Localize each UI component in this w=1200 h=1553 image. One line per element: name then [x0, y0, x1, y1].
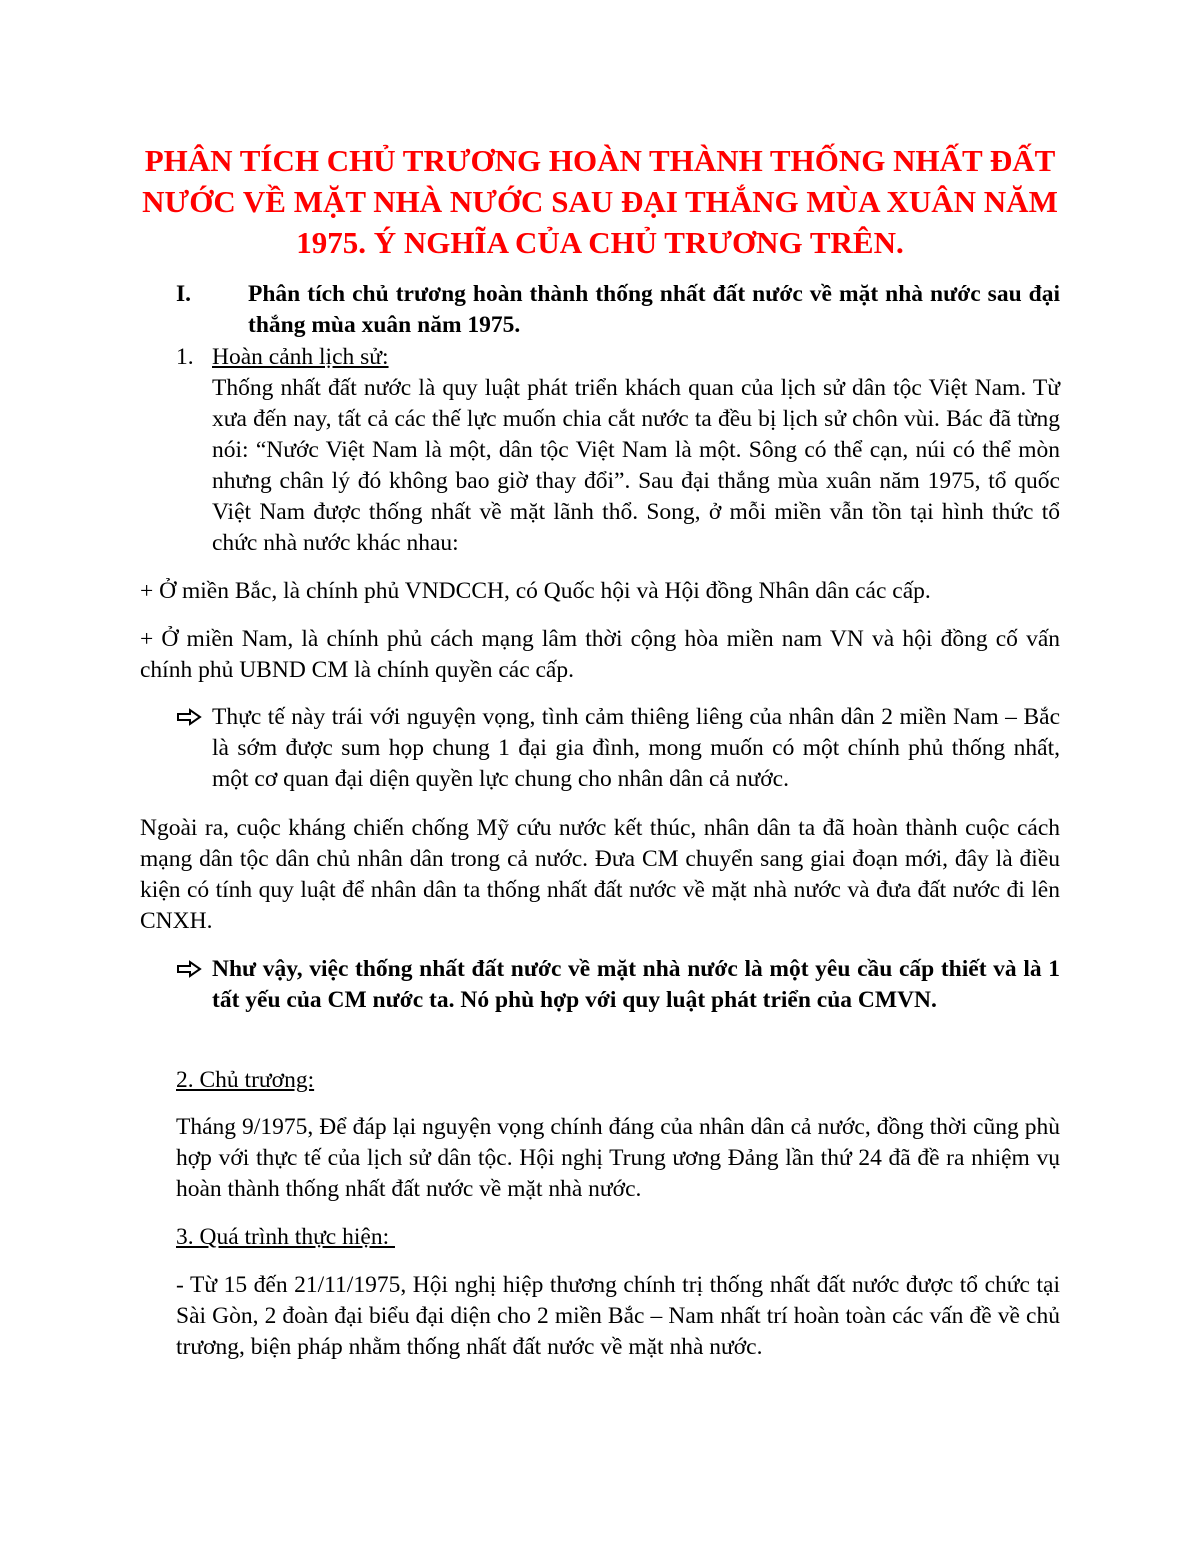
item-heading-process: 3. Quá trình thực hiện:	[176, 1224, 395, 1250]
arrow-right-outline-icon	[176, 708, 202, 726]
item-heading-context: Hoàn cảnh lịch sử:	[212, 344, 389, 370]
arrow-right-outline-icon	[176, 960, 202, 978]
arrow-paragraph-1: Thực tế này trái với nguyện vọng, tình cảm thiêng liêng của nhân dân 2 miền Nam – Bắc là sớm được sum họp chung 1 đại gia đình, mong muốn có một chính phủ thống nhất, một cơ quan đại diện quyền lực chung cho nhân dân cả nước.	[212, 704, 1060, 792]
north-paragraph: + Ở miền Bắc, là chính phủ VNDCCH, có Quốc hội và Hội đồng Nhân dân các cấp.	[140, 578, 931, 604]
arrow-paragraph-2: Như vậy, việc thống nhất đất nước về mặt nhà nước là một yêu cầu cấp thiết và là 1 tất yếu của CM nước ta. Nó phù hợp với quy luật phát triển của CMVN.	[212, 956, 1060, 1013]
item-heading-policy: 2. Chủ trương:	[176, 1067, 315, 1093]
south-paragraph: + Ở miền Nam, là chính phủ cách mạng lâm thời cộng hòa miền nam VN và hội đồng cố vấn chính phủ UBND CM là chính quyền các cấp.	[140, 626, 1060, 683]
section-number: I.	[176, 281, 192, 307]
process-paragraph: - Từ 15 đến 21/11/1975, Hội nghị hiệp thương chính trị thống nhất đất nước được tổ chức tại Sài Gòn, 2 đoàn đại biểu đại diện cho 2 miền Bắc – Nam nhất trí hoàn toàn các vấn đề về chủ trương, biện pháp nhằm thống nhất đất nước về mặt nhà nước.	[176, 1272, 1060, 1360]
document-title: PHÂN TÍCH CHỦ TRƯƠNG HOÀN THÀNH THỐNG NHẤT ĐẤT NƯỚC VỀ MẶT NHÀ NƯỚC SAU ĐẠI THẮNG MÙA XUÂN NĂM 1975. Ý NGHĨA CỦA CHỦ TRƯƠNG TRÊN.	[142, 143, 1058, 260]
item-number: 1.	[176, 344, 194, 370]
section-heading: Phân tích chủ trương hoàn thành thống nhất đất nước về mặt nhà nước sau đại thắng mùa xuân năm 1975.	[248, 281, 1060, 338]
policy-paragraph: Tháng 9/1975, Để đáp lại nguyện vọng chính đáng của nhân dân cả nước, đồng thời cũng phù hợp với thực tế của lịch sử dân tộc. Hội nghị Trung ương Đảng lần thứ 24 đã đề ra nhiệm vụ hoàn thành thống nhất đất nước về mặt nhà nước.	[176, 1114, 1060, 1202]
context-paragraph: Thống nhất đất nước là quy luật phát triển khách quan của lịch sử dân tộc Việt Nam. Từ xưa đến nay, tất cả các thế lực muốn chia cắt nước ta đều bị lịch sử chôn vùi. Bác đã từng nói: “Nước Việt Nam là một, dân tộc Việt Nam là một. Sông có thể cạn, núi có thể mòn nhưng chân lý đó không bao giờ thay đổi”. Sau đại thắng mùa xuân năm 1975, tổ quốc Việt Nam được thống nhất về mặt lãnh thổ. Song, ở mỗi miền vẫn tồn tại hình thức tổ chức nhà nước khác nhau:	[212, 375, 1060, 556]
addition-paragraph: Ngoài ra, cuộc kháng chiến chống Mỹ cứu nước kết thúc, nhân dân ta đã hoàn thành cuộc cách mạng dân tộc dân chủ nhân dân trong cả nước. Đưa CM chuyển sang giai đoạn mới, đây là điều kiện có tính quy luật để nhân dân ta thống nhất đất nước về mặt nhà nước và đưa đất nước đi lên CNXH.	[140, 815, 1060, 934]
